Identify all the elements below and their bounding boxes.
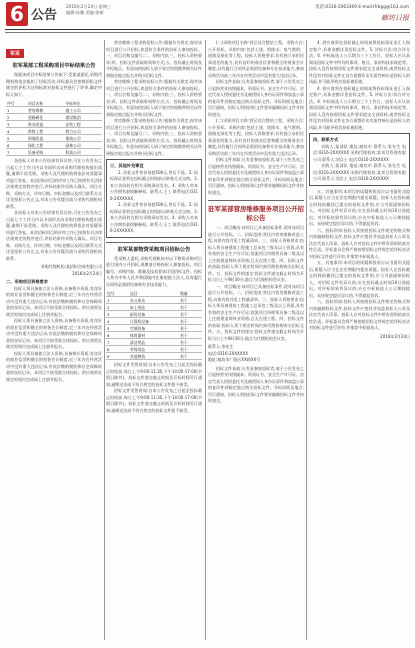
notice-body: 4. 供应商须在投标截止时间前将投标保证金汇入指定账户,具体金额详见招标文件。5. 评标方法:综合评分法。6. 中标候选人公示期为三个工作日。投标人应认真阅读招标文件中所有的事项、格式、条款和技术规范等。投标人没有按照招标文件要求提交全部资料,或者投标文件没有对招标文件在各方面都作出实质性响应是投标人的风险,并可能导致其投标被拒绝。 (309, 85, 410, 130)
notice-body: 各投标人对本公告结果有异议的,可在公告发布之日起七个工作日内以书面形式向采购代理机构提出质疑,逾期不再受理。采购人及代理机构将依法对质疑事项进行答复。本次招标项目的评审工作已按照有关法律法规规定的程序进行,评标结果经采购人确认。项目名称、采购方式、评审日期、中标金额以及项目联系方式详见招标公告正文,对本公告有疑问请与采购代理机构联系。 (6, 158, 102, 209)
column-divider (306, 40, 307, 640)
table-cell: 计算机设备 (129, 318, 179, 325)
notice-body: 招标文件获取:凡有意参加投标者,请于公告发布之日起持营业执照副本、资质证书、安全生产许可证、法定代表人授权委托书及被授权人身份证原件和加盖公章的复印件到指定地点购买招标文件。开标时间及地点:另行通知。投标人须按招标文件要求编制投标文件并按时递交。 (208, 79, 304, 117)
table-cell: 绿化工程 (27, 142, 65, 149)
table-row (6, 135, 102, 142)
table-cell: 床上用品 (129, 304, 179, 311)
table-cell: 1 (6, 107, 27, 114)
table-cell: 若干 (179, 339, 202, 346)
notice-body: 五、其他事项:本项目的质疑和投诉应以书面形式提出,质疑人应当在法定期限内提出质疑。投标人在投标截止时间前撤回已提交的投标文件的,应当书面通知招标人。对招标文件有异议的,应在投标截止时间10日前提出。对评标结果有异议的,应在中标候选人公示期间提出。未按规定提出异议的,不得提起投诉。 (309, 260, 410, 298)
table-cell: 营房维修 (27, 107, 65, 114)
box-text: 采购人:某部队 地址:廊坊市 联系人:张先生 电话:0316-2XXXXXX 采购代理机构:某项目管理有限公司 联系人:刘女士 电话:0316-2XXXXXX (313, 143, 406, 162)
table-header-cell: 中标单位 (64, 100, 102, 107)
notice-body: 六、投标须知:投标人须按照招标文件规定的格式和内容编制投标文件,投标文件应密封并加盖投标人公章及法定代表人印章。投标人应对投标文件中所有资料的真实性负责。评标委员会将严格按照招标文件规定的评标办法对投标文件进行评审,并推荐中标候选人。 (309, 227, 410, 259)
table-cell: 若干 (179, 318, 202, 325)
notice-body: 营房维修工程采购招标公告:根据有关规定,现对该项目进行公开招标,欢迎符合条件的投标人参加投标。一、项目名称及编号;二、采购内容;三、投标人资格要求;四、招标文件获取时间和方式;五、投标截止时间及开标地点。有意向的投标人请于规定时间携带相关证件到指定地点报名并购买招标文件。 (106, 40, 202, 78)
table-row (6, 128, 102, 135)
table-cell: 空调设备 (129, 325, 179, 332)
table-cell: 设备采购 (27, 149, 65, 156)
table-row (6, 114, 102, 121)
table-cell: 若干 (179, 304, 202, 311)
notice-body: 六、投标须知:投标人须按照招标文件规定的格式和内容编制投标文件,投标文件应密封并加盖投标人公章及法定代表人印章。投标人应对投标文件中所有资料的真实性负责。评标委员会将严格按照招标文件规定的评标办法对投标文件进行评审,并推荐中标候选人。 (309, 299, 410, 330)
table-cell: 6 (6, 142, 27, 149)
column-1 (6, 40, 102, 644)
table-cell: 若干 (179, 353, 202, 360)
table-cell: 5 (6, 135, 27, 142)
award-table (6, 100, 102, 156)
table-row (106, 311, 202, 318)
notice-title-red: 驻军某部营房维修服务项目公开招标公告 (208, 205, 304, 222)
page-number-badge: 6 (6, 2, 28, 26)
table-row (106, 325, 202, 332)
table-cell: 9 (106, 353, 129, 360)
column-4 (309, 40, 410, 644)
table-cell: 1 (106, 297, 129, 304)
table-cell: 建筑公司 (64, 135, 102, 142)
issue-date: 2016年2月24日 星期三 (66, 4, 112, 9)
box-text: 1. 招标文件售价每套500元,售后不退。2. 投标保证金须在投标截止时间前以转账方式交纳。3. 本公告同时在相关采购网站发布。4. 采购人对本公告拥有最终解释权。联系人:王工 联系电话:0316-2XXXXXX。 (110, 169, 198, 201)
table-cell: 体育器材 (129, 332, 179, 339)
notice-body: (二)采购项目名称:营区综合整治工程。采购方式:公开招标。采购内容:包括土建、给排水、电气照明、道路及绿化等工程。投标人资格要求:具有独立承担民事责任的能力,具有良好的商业信誉和健全的财务会计制度,具有履行合同所必需的设备和专业技术能力,参加采购活动前三年内在经营活动中没有重大违法记录。 (208, 40, 304, 78)
table-cell: 安装工程 (64, 121, 102, 128)
table-row (6, 149, 102, 156)
table-header-cell: 数量 (179, 290, 202, 297)
section-title: 公告 (31, 8, 58, 23)
notice-body: 各投标人对本公告结果有异议的,可在公告发布之日起七个工作日内以书面形式向采购代理机构提出质疑,逾期不再受理。采购人及代理机构将依法对质疑事项进行答复。本次招标项目的评审工作已按照有关法律法规规定的程序进行,评标结果经采购人确认。项目名称、采购方式、评审日期、中标金额以及项目联系方式详见招标公告正文,对本公告有疑问请与采购代理机构联系。 (6, 210, 102, 261)
table-cell: 8 (106, 346, 129, 353)
table-cell: 施工公司 (64, 107, 102, 114)
header-rule (5, 29, 410, 30)
box-text: 1. 招标文件售价每套500元,售后不退。2. 投标保证金须在投标截止时间前以转账方式交纳。3. 本公告同时在相关采购网站发布。4. 采购人对本公告拥有最终解释权。联系人:王工 联系电话:0316-2XXXXXX。 (110, 202, 198, 233)
table-cell: 劳保用品 (129, 346, 179, 353)
table-row (106, 332, 202, 339)
table-row (6, 107, 102, 114)
notice-signature: 采购代理机构:某招标咨询有限公司 2016年2月24日 (40, 264, 102, 276)
sub-heading: 二、采购项目资格要求 (6, 279, 48, 284)
notice-date: 2016年2月24日 (380, 333, 410, 339)
table-header-cell: 包号 (106, 290, 129, 297)
table-row (106, 346, 202, 353)
box-heading: 三、其他补充事宜 (110, 163, 144, 168)
notice-title: 驻军某部工程采购项目中标结果公告 (12, 63, 96, 69)
table-header-cell: 品目 (129, 290, 179, 297)
notice-body: 一、项目概况:该项目已具备招标条件,现对该项目进行公开招标。二、招标范围:营区内营房维修改造工程,具体内容详见工程量清单。三、投标人资格要求:投标人须具备建筑工程施工总承包三级及以上资质,具有有效的安全生产许可证;拟派项目经理须具备二级及以上注册建造师执业资格,且无在建工程。四、招标文件的获取:投标人须于规定时间内到代理机构购买招标文件。五、投标文件的递交:投标文件递交截止时间为开标当日上午9时30分,地点为代理机构会议室。 (208, 225, 304, 282)
notice-body: 一、项目概况:该项目已具备招标条件,现对该项目进行公开招标。二、招标范围:营区内营房维修改造工程,具体内容详见工程量清单。三、投标人资格要求:投标人须具备建筑工程施工总承包三级及以上资质,具有有效的安全生产许可证;拟派项目经理须具备二级及以上注册建造师执业资格,且无在建工程。四、招标文件的获取:投标人须于规定时间内到代理机构购买招标文件。五、投标文件的递交:投标文件递交截止时间为开标当日上午9时30分,地点为代理机构会议室。 (208, 283, 304, 341)
notice-body: 投标人须具备独立法人资格,具备相应资质,有良好的商业信誉和健全的财务会计制度,近三年内在经营活动中没有重大违法记录,有依法缴纳税收和社会保障资金的良好记录。本项目不接受联合体投标。供应商须在规定时间内完成网上注册并报名。 (6, 318, 102, 349)
notice-intro: 现就该项目中标结果公告如下:受某部委托,采购代理机构依法组织了招标活动,评标委员会按照招标文件规定的评标方法和标准对投标文件进行了评审,确定中标人如下。 (6, 72, 102, 97)
table-cell: 7 (6, 149, 27, 156)
table-row (106, 353, 202, 360)
article-divider (208, 200, 304, 201)
table-cell: 科技公司 (64, 149, 102, 156)
info-box (106, 159, 202, 238)
table-cell: 办公家具 (129, 297, 179, 304)
masthead (0, 0, 415, 44)
notice-intro: 受采购人委托,采购代理机构对以下物资采购项目进行国内公开招标,现邀请合格投标人参加投标。项目编号、采购内容、数量及技术要求详见招标文件。投标人须为中华人民共和国境内注册的独立法人,具有履行合同所必需的设备和专业技术能力。 (106, 255, 202, 287)
table-cell: 热力公司 (64, 128, 102, 135)
table-cell: 7 (106, 339, 129, 346)
column-3 (208, 40, 304, 644)
table-cell: 若干 (179, 325, 202, 332)
notice-body: 投标人须具备独立法人资格,具备相应资质,有良好的商业信誉和健全的财务会计制度,近三年内在经营活动中没有重大违法记录,有依法缴纳税收和社会保障资金的良好记录。本项目不接受联合体投标。供应商须在规定时间内完成网上注册并报名。 (6, 350, 102, 382)
table-cell: 4 (106, 318, 129, 325)
table-header-cell: 序号 (6, 100, 27, 107)
table-cell: 其他物资 (129, 353, 179, 360)
contact-box (309, 133, 410, 186)
table-cell: 2 (6, 114, 27, 121)
table-row (106, 339, 202, 346)
table-cell: 园林公司 (64, 142, 102, 149)
table-row (6, 142, 102, 149)
newspaper-brand: 廊坊日报 (381, 14, 409, 22)
table-cell: 3 (106, 311, 129, 318)
table-cell: 清洁用品 (129, 339, 179, 346)
notice-body: 4. 供应商须在投标截止时间前将投标保证金汇入指定账户,具体金额详见招标文件。5. 评标方法:综合评分法。6. 中标候选人公示期为三个工作日。投标人应认真阅读招标文件中所有的事项、格式、条款和技术规范等。投标人没有按照招标文件要求提交全部资料,或者投标文件没有对招标文件在各方面都作出实质性响应是投标人的风险,并可能导致其投标被拒绝。 (309, 40, 410, 84)
box-text: 采购人:某部队 地址:廊坊市 联系人:张先生 电话:0316-2XXXXXX 采购代理机构:某项目管理有限公司 联系人:刘女士 电话:0316-2XXXXXX (313, 163, 406, 181)
table-cell: 4 (6, 128, 27, 135)
table-cell: 6 (106, 332, 129, 339)
table-cell: 若干 (179, 332, 202, 339)
box-heading: 四、联系方式 (313, 137, 339, 142)
contact-line: 电话:0316-2063369 E-mail:lfrbgg@163.com (315, 5, 409, 10)
lots-table (106, 290, 202, 360)
notice-body: 投标人须具备独立法人资格,具备相应资质,有良好的商业信誉和健全的财务会计制度,近三年内在经营活动中没有重大违法记录,有依法缴纳税收和社会保障资金的良好记录。本项目不接受联合体投标。供应商须在规定时间内完成网上注册并报名。 (6, 285, 102, 317)
notice-body: 招标文件发售时间:自本公告发布之日起至投标截止时间前,每日上午9:00-11:30,下午14:00-17:00(节假日除外)。投标文件递交截止时间及开标时间另行通知,逾期送达或不符合规定的投标文件恕不接受。 (106, 362, 202, 387)
table-cell: 建设集团 (64, 114, 102, 121)
notice-body: 招标文件发售时间:自本公告发布之日起至投标截止时间前,每日上午9:00-11:30,下午14:00-17:00(节假日除外)。投标文件递交截止时间及开标时间另行通知,逾期送达或不符合规定的投标文件恕不接受。 (106, 388, 202, 413)
editor-line: 编辑:孙鹏 美编:徐雁 (66, 10, 104, 15)
table-header-cell: 项目名称 (27, 100, 65, 107)
notice-body: 营房维修工程采购招标公告:根据有关规定,现对该项目进行公开招标,欢迎符合条件的投标人参加投标。一、项目名称及编号;二、采购内容;三、投标人资格要求;四、招标文件获取时间和方式;五、投标截止时间及开标地点。有意向的投标人请于规定时间携带相关证件到指定地点报名并购买招标文件。 (106, 79, 202, 117)
table-cell: 2 (106, 304, 129, 311)
table-cell: 围墙改造 (27, 135, 65, 142)
issue-info (66, 4, 111, 16)
notice-title: 驻军某部物资采购项目招标公告 (117, 246, 191, 253)
table-row (6, 121, 102, 128)
notice-body: 五、其他事项:本项目的质疑和投诉应以书面形式提出,质疑人应当在法定期限内提出质疑。投标人在投标截止时间前撤回已提交的投标文件的,应当书面通知招标人。对招标文件有异议的,应在投标截止时间10日前提出。对评标结果有异议的,应在中标候选人公示期间提出。未按规定提出异议的,不得提起投诉。 (309, 188, 410, 226)
table-cell: 若干 (179, 311, 202, 318)
notice-body: 营房维修工程采购招标公告:根据有关规定,现对该项目进行公开招标,欢迎符合条件的投标人参加投标。一、项目名称及编号;二、采购内容;三、投标人资格要求;四、招标文件获取时间和方式;五、投标截止时间及开标地点。有意向的投标人请于规定时间携带相关证件到指定地点报名并购买招标文件。 (106, 118, 202, 156)
notice-body: 招标文件获取:凡有意参加投标者,请于公告发布之日起持营业执照副本、资质证书、安全生产许可证、法定代表人授权委托书及被授权人身份证原件和加盖公章的复印件到指定地点购买招标文件。开标时间及地点:另行通知。投标人须按招标文件要求编制投标文件并按时递交。 (208, 365, 304, 403)
column-divider (205, 40, 206, 640)
table-cell: 3 (6, 121, 27, 128)
table-cell: 供水改造 (27, 121, 65, 128)
table-cell: 厨房设备 (129, 311, 179, 318)
column-2 (106, 40, 202, 644)
article-divider (106, 242, 202, 243)
section-tag: 军采 (6, 49, 24, 58)
header-rule-thin (5, 32, 410, 33)
column-divider (104, 40, 105, 640)
table-cell: 道路硬化 (27, 114, 65, 121)
table-cell: 若干 (179, 297, 202, 304)
table-row (106, 318, 202, 325)
contact-block: 联系人:李先生 电话:0316-2XXXXXX 地址:廊坊市广阳区XX路XX号 (208, 344, 261, 362)
table-cell: 若干 (179, 346, 202, 353)
notice-body: 招标文件获取:凡有意参加投标者,请于公告发布之日起持营业执照副本、资质证书、安全生产许可证、法定代表人授权委托书及被授权人身份证原件和加盖公章的复印件到指定地点购买招标文件。开标时间及地点:另行通知。投标人须按招标文件要求编制投标文件并按时递交。 (208, 157, 304, 195)
table-row (106, 297, 202, 304)
table-cell: 5 (106, 325, 129, 332)
table-cell: 供热工程 (27, 128, 65, 135)
table-row (106, 304, 202, 311)
notice-body: (二)采购项目名称:营区综合整治工程。采购方式:公开招标。采购内容:包括土建、给排水、电气照明、道路及绿化等工程。投标人资格要求:具有独立承担民事责任的能力,具有良好的商业信誉和健全的财务会计制度,具有履行合同所必需的设备和专业技术能力,参加采购活动前三年内在经营活动中没有重大违法记录。 (208, 118, 304, 156)
